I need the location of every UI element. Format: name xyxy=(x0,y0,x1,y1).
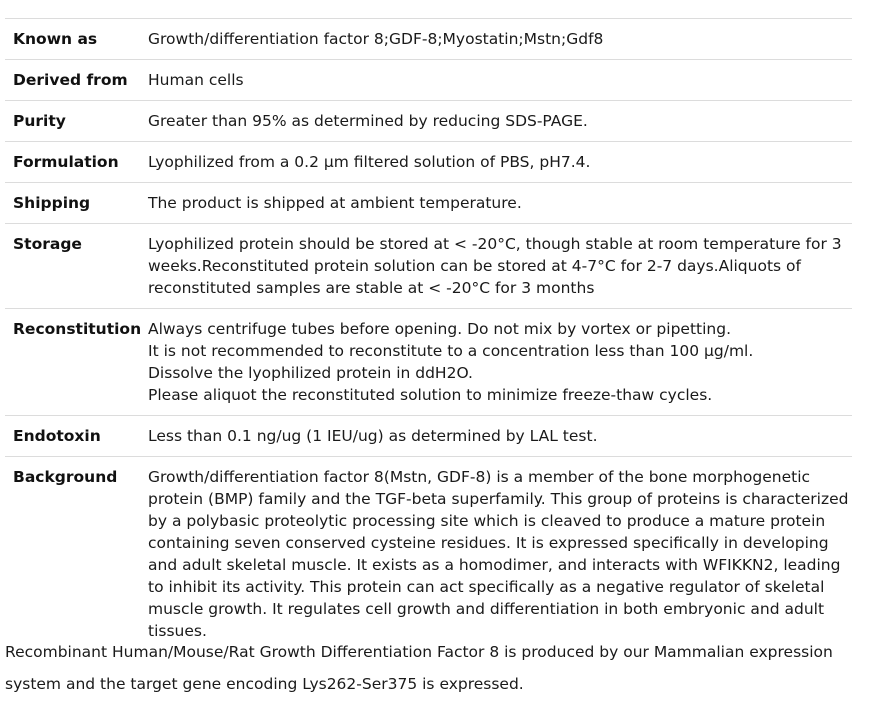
spec-value xyxy=(148,142,852,183)
spec-value-line: The product is shipped at ambient temperature. xyxy=(148,194,522,212)
spec-value xyxy=(148,183,852,224)
spec-row-formulation xyxy=(5,142,852,183)
spec-value-line: Greater than 95% as determined by reducing SDS-PAGE. xyxy=(148,112,588,130)
spec-value xyxy=(148,309,852,416)
spec-value xyxy=(148,19,852,60)
spec-label: Reconstitution xyxy=(13,320,142,338)
spec-value xyxy=(148,60,852,101)
spec-row-derived-from xyxy=(5,60,852,101)
spec-value-line: Growth/differentiation factor 8;GDF-8;Myostatin;Mstn;Gdf8 xyxy=(148,30,604,48)
spec-row-endotoxin xyxy=(5,416,852,457)
spec-label: Background xyxy=(13,468,118,486)
spec-value xyxy=(148,457,852,652)
product-spec-table xyxy=(5,18,852,651)
spec-row-known-as xyxy=(5,19,852,60)
spec-row-purity xyxy=(5,101,852,142)
spec-label: Storage xyxy=(13,235,82,253)
spec-label: Purity xyxy=(13,112,66,130)
spec-value-line: Less than 0.1 ng/ug (1 IEU/ug) as determined by LAL test. xyxy=(148,427,598,445)
spec-label: Formulation xyxy=(13,153,119,171)
spec-value-line: Human cells xyxy=(148,71,244,89)
spec-label: Endotoxin xyxy=(13,427,101,445)
spec-value-line: Always centrifuge tubes before opening. Do not mix by vortex or pipetting. xyxy=(148,320,731,338)
spec-row-storage xyxy=(5,224,852,309)
spec-row-reconstitution xyxy=(5,309,852,416)
spec-label: Derived from xyxy=(13,71,128,89)
spec-label: Shipping xyxy=(13,194,91,212)
spec-value xyxy=(148,224,852,309)
spec-value xyxy=(148,101,852,142)
spec-value xyxy=(148,416,852,457)
spec-label: Known as xyxy=(13,30,98,48)
spec-table-body xyxy=(5,19,852,652)
spec-value-line: Lyophilized protein should be stored at < -20°C, though stable at room temperature for 3 weeks.Reconstituted protein solution can be stored at 4-7°C for 2-7 days.Aliquots of reconstituted samples are stable at < -20°C for 3 months xyxy=(148,235,842,297)
spec-row-background xyxy=(5,457,852,652)
spec-value-line: Growth/differentiation factor 8(Mstn, GDF-8) is a member of the bone morphogenetic protein (BMP) family and the TGF-beta superfamily. This group of proteins is characterized by a polybasic proteolytic processing site which is cleaved to produce a mature protein containing seven conserved cysteine residues. It is expressed specifically in developing and adult skeletal muscle. It exists as a homodimer, and interacts with WFIKKN2, leading to inhibit its activity. This protein can act specifically as a negative regulator of skeletal muscle growth. It regulates cell growth and differentiation in both embryonic and adult tissues. xyxy=(148,468,849,640)
spec-value-line: Lyophilized from a 0.2 μm filtered solution of PBS, pH7.4. xyxy=(148,153,591,171)
spec-value-line: It is not recommended to reconstitute to a concentration less than 100 μg/ml. xyxy=(148,342,754,360)
spec-row-shipping xyxy=(5,183,852,224)
spec-value-line: Dissolve the lyophilized protein in ddH2O. xyxy=(148,364,473,382)
product-description: Recombinant Human/Mouse/Rat Growth Differentiation Factor 8 is produced by our Mammalian expression system and the target gene encoding Lys262-Ser375 is expressed. xyxy=(5,643,833,693)
spec-value-line: Please aliquot the reconstituted solution to minimize freeze-thaw cycles. xyxy=(148,386,713,404)
